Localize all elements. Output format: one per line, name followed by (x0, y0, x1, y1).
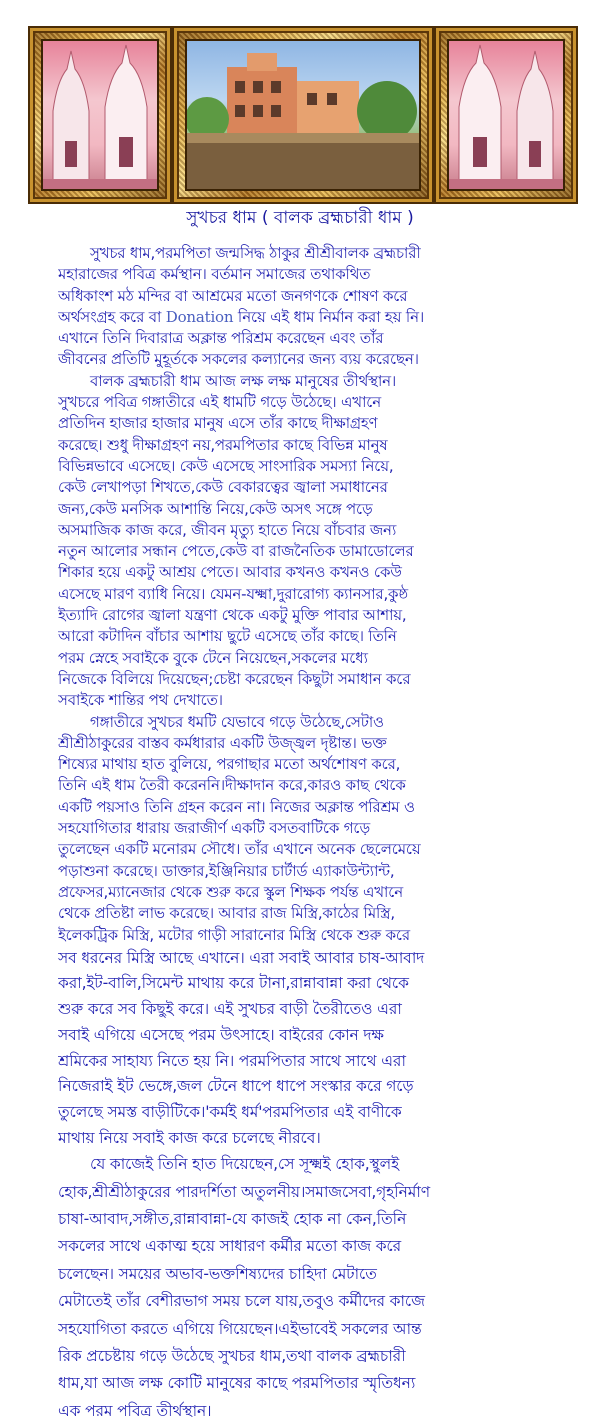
text-line: করা,ইট-বালি,সিমেন্ট মাথায় করে টানা,রান্নাবান্না করা থেকে (58, 974, 409, 993)
gold-frame-left (28, 26, 172, 204)
picture-banner (28, 26, 578, 204)
text-line: কেউ লেখাপড়া শিখতে,কেউ বেকারত্বের জ্বালা সমাধানের (58, 478, 388, 497)
text-line: সুখচরে পবিত্র গঙ্গাতীরে এই ধামটি গড়ে উঠেছে। এখানে (58, 393, 382, 412)
text-line: বালক ব্রহ্মচারী ধাম আজ লক্ষ লক্ষ মানুষের তীর্থস্থান। (90, 371, 397, 390)
text-line (58, 307, 582, 328)
text-line: এখানে তিনি দিবারাত্র অক্লান্ত পরিশ্রম করেছেন এবং তাঁর (58, 329, 384, 348)
text-line: সকলের সাথে একাত্ম হয়ে সাধারণ কর্মীর মতো কাজ করে (58, 1237, 402, 1256)
text-line: প্রতিদিন হাজার হাজার মানুষ এসে তাঁর কাছে দীক্ষাগ্রহণ (58, 414, 378, 433)
text-line: প্রফেসর,ম্যানেজার থেকে শুরু করে স্কুল শিক্ষক পর্যন্ত এখানে (58, 882, 403, 901)
text-line: পরম স্নেহে সবাইকে বুকে টেনে নিয়েছেন,সকলের মধ্যে (58, 648, 368, 667)
text-line: নিজেরাই ইট ভেঙ্গে,জল টেনে ধাপে ধাপে সংস্কার করে গড়ে (58, 1077, 414, 1096)
text-line: শ্রীশ্রীঠাকুরের বাস্তব কর্মধারার একটি উজ্জ্বল দৃষ্টান্ত। ভক্ত (58, 733, 387, 752)
donation-word: Donation (165, 307, 234, 326)
text-line: হোক,শ্রীশ্রীঠাকুরের পারদর্শিতা অতুলনীয়।সমাজসেবা,গৃহনির্মাণ (58, 1182, 430, 1201)
temple-icon (449, 41, 563, 189)
text-line: অধিকাংশ মঠ মন্দির বা আশ্রমের মতো জনগণকে শোষণ করে (58, 286, 408, 305)
text-line-part: নিয়ে এই ধাম নির্মান করা হয় নি। (233, 307, 425, 326)
text-line: সহযোগিতা করতে এগিয়ে গিয়েছেন।এইভাবেই সকলের আন্ত (58, 1319, 422, 1338)
text-line: অসমাজিক কাজ করে, জীবন মৃত্যু হাতে নিয়ে বাঁচবার জন্য (58, 520, 397, 539)
text-line: সব ধরনের মিস্ত্রি আছে এখানে। এরা সবাই আবার চাষ-আবাদ (58, 948, 425, 967)
building-icon (187, 41, 419, 189)
text-line: নতুন আলোর সন্ধান পেতে,কেউ বা রাজনৈতিক ডামাডোলের (58, 542, 414, 561)
text-line: ইলেকট্রিক মিস্ত্রি, মটোর গাড়ী সারানোর মিস্ত্রি থেকে শুরু করে (58, 925, 410, 944)
text-line: একটি পয়সাও তিনি গ্রহন করেন না। নিজের অক্লান্ত পরিশ্রম ও (58, 797, 415, 816)
text-line: ধাম,যা আজ লক্ষ কোটি মানুষের কাছে পরমপিতার স্মৃতিধন্য (58, 1374, 416, 1393)
text-line-part: অর্থসংগ্রহ করে বা (58, 307, 166, 326)
text-line: শিকার হয়ে একটু আশ্রয় পেতে। আবার কখনও কখনও কেউ (58, 563, 402, 582)
text-line: শুরু করে সব কিছুই করে। এই সুখচর বাড়ী তৈরীতেও এরা (58, 1000, 402, 1019)
temple-photo-left (41, 39, 159, 191)
text-line: জন্য,কেউ মনসিক আশান্তি নিয়ে,কেউ অসৎ সঙ্গে পড়ে (58, 499, 373, 518)
gold-frame-center (172, 26, 434, 204)
text-line: সবাই এগিয়ে এসেছে পরম উৎসাহে। বাইরের কোন দক্ষ (58, 1025, 384, 1044)
text-line: সহযোগিতার ধারায় জরাজীর্ণ একটি বসতবাটিকে গড়ে (58, 819, 370, 838)
text-line: করেছে। শুধু দীক্ষাগ্রহণ নয়,পরমপিতার কাছে বিভিন্ন মানুষ (58, 435, 388, 454)
text-line: পড়াশুনা করেছে। ডাক্তার,ইঞ্জিনিয়ার চার্টার্ড এ্যাকাউন্ট্যান্ট, (58, 861, 395, 880)
text-line: তুলেছেন একটি মনোরম সৌধে। তাঁর এখানে অনেক ছেলেমেয়ে (58, 840, 421, 859)
text-line: চলেছেন। সময়ের অভাব-ভক্তশিষ্যদের চাহিদা মেটাতে (58, 1264, 377, 1283)
text-line: যে কাজেই তিনি হাত দিয়েছেন,সে সূক্ষ্মই হোক,স্থুলই (90, 1155, 399, 1174)
text-line: আরো কটাদিন বাঁচার আশায় ছুটে এসেছে তাঁর কাছে। তিনি (58, 627, 397, 646)
text-line: তিনি এই ধাম তৈরী করেননি।দীক্ষাদান করে,কারও কাছ থেকে (58, 776, 406, 795)
text-line: চাষা-আবাদ,সঙ্গীত,রান্নাবান্না-যে কাজই হোক না কেন,তিনি (58, 1210, 407, 1229)
building-photo (185, 39, 421, 191)
text-line: মহারাজের পবিত্র কর্মস্থান। বর্তমান সমাজের তথাকথিত (58, 265, 371, 284)
text-line: জীবনের প্রতিটি মুহূর্তকে সকলের কল্যানের জন্য ব্যয় করেছেন। (58, 350, 419, 369)
text-line: গঙ্গাতীরে সুখচর ধমটি যেভাবে গড়ে উঠেছে,সেটাও (90, 712, 384, 731)
temple-icon (43, 41, 157, 189)
text-line: নিজেকে বিলিয়ে দিয়েছেন;চেষ্টা করেছেন কিছুটা সমাধান করে (58, 669, 411, 688)
text-line: মেটাতেই তাঁর বেশীরভাগ সময় চলে যায়,তবুও কর্মীদের কাজে (58, 1292, 425, 1311)
text-line: এসেছে মারণ ব্যাধি নিয়ে। যেমন-যক্ষ্মা,দুরারোগ্য ক্যানসার,কুষ্ঠ (58, 584, 408, 603)
text-line: শিষ্যের মাথায় হাত বুলিয়ে, পরগাছার মতো অর্থশোষণ করে, (58, 755, 401, 774)
temple-photo-right (447, 39, 565, 191)
text-line: সবাইকে শান্তির পথ দেখাতে। (58, 691, 223, 710)
text-line: ইত্যাদি রোগের জ্বালা যন্ত্রণা থেকে একটু মুক্তি পাবার আশায়, (58, 606, 407, 625)
text-line: রিক প্রচেষ্টায় গড়ে উঠেছে সুখচর ধাম,তথা বালক ব্রহ্মচারী (58, 1347, 406, 1366)
text-line: শ্রমিকের সাহায্য নিতে হয় নি। পরমপিতার সাথে সাথে এরা (58, 1051, 406, 1070)
text-line: এক পরম পবিত্র তীর্থস্থান। (58, 1401, 212, 1420)
page-title: সুখচর ধাম ( বালক ব্রহ্মচারী ধাম ) (186, 208, 414, 228)
text-line: থেকে প্রতিষ্টা লাভ করেছে। আবার রাজ মিস্ত্রি,কাঠের মিস্ত্রি, (58, 904, 395, 923)
text-line: মাথায় নিয়ে সবাই কাজ করে চলেছে নীরবে। (58, 1128, 321, 1147)
text-line: বিভিন্নভাবে এসেছে। কেউ এসেছে সাংসারিক সমস্যা নিয়ে, (58, 456, 394, 475)
gold-frame-right (434, 26, 578, 204)
article-body (58, 243, 582, 1425)
text-line: তুলেছে সমস্ত বাড়ীটিকে।'কর্মই ধর্ম'পরমপিতার এই বাণীকে (58, 1102, 402, 1121)
text-line: সুখচর ধাম,পরমপিতা জন্মসিদ্ধ ঠাকুর শ্রীশ্রীবালক ব্রহ্মচারী (90, 244, 421, 262)
